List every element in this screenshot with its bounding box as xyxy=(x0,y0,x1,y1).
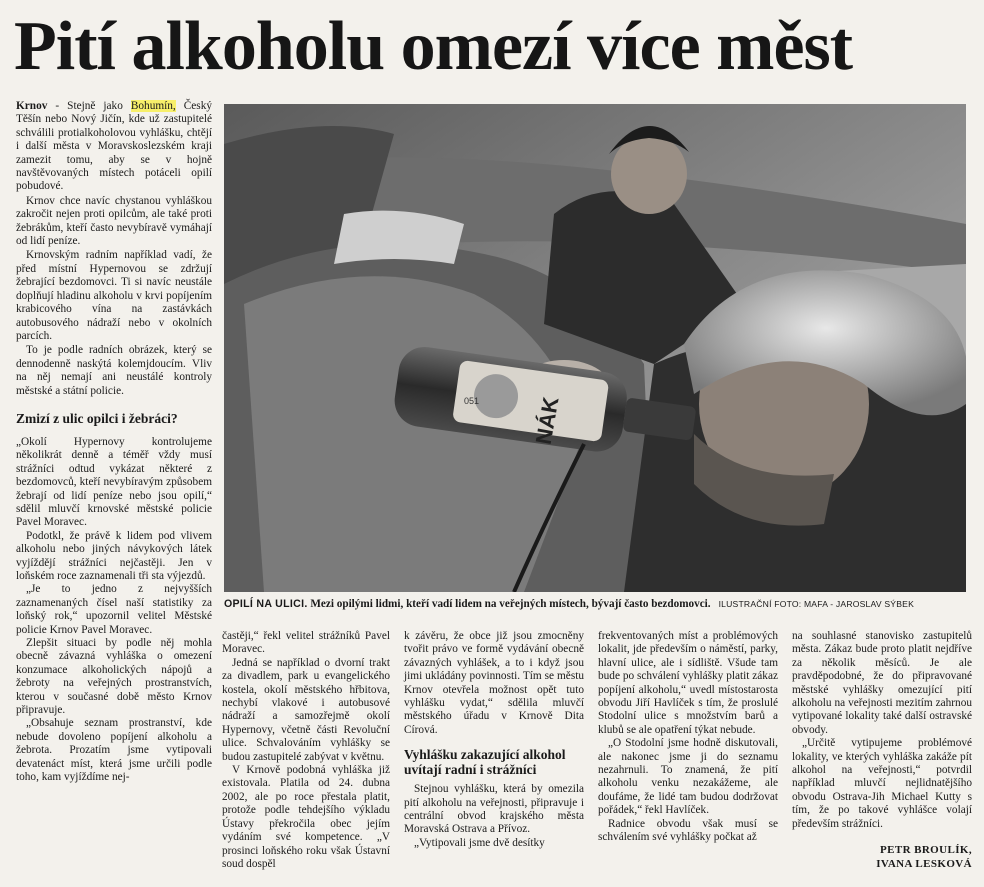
paragraph: frekventovaných míst a problémových lokalit, jde především o náměstí, parky, hlavní ulice, ale i sídliště. Všude tam bude po schválení vyhlášky platit zákaz popíjení alkoholu,“ uvedl místostarosta obvodu Jiří Havlíček s tím, že proslulé Stodolní ulice s množstvím barů a klubů se ale opatření týkat nebude. xyxy=(598,630,778,736)
paragraph: „O Stodolní jsme hodně diskutovali, ale nakonec jsme ji do seznamu nezahrnuli. To znamená, že pití alkoholu venku nezakážeme, ale doufáme, že lidé tam budou dodržovat pořádek,“ řekl Havlíček. xyxy=(598,737,778,817)
article-column-5 xyxy=(792,630,972,831)
paragraph: Radnice obvodu však musí se schválením své vyhlášky počkat až xyxy=(598,817,778,844)
subheading: Zmizí z ulic opilci i žebráci? xyxy=(16,410,178,426)
article-headline: Pití alkoholu omezí více měst xyxy=(14,8,853,85)
byline-author: PETR BROULÍK, xyxy=(880,844,972,856)
photo-illustration xyxy=(224,104,966,592)
paragraph: na souhlasné stanovisko zastupitelů města. Zákaz bude proto platit nejdříve za několik měsíců. Je ale pravděpodobné, že do připravované městské vyhlášky omezující pití alkoholu na veřejnosti mezitím zahrnou vytipované lokality také další ostravské obvody. xyxy=(792,630,972,736)
article-column-2 xyxy=(222,630,390,871)
paragraph: Zlepšit situaci by podle něj mohla obecně závazná vyhláška o omezení konzumace alkoholických nápojů a žebroty na veřejných prostranstvích, kterou v současné době město Krnov připravuje. xyxy=(16,637,212,717)
article-column-1 xyxy=(16,100,212,785)
caption-lead: OPILÍ NA ULICI. xyxy=(224,598,308,610)
paragraph-text: - Stejně jako xyxy=(47,100,131,112)
paragraph: „Okolí Hypernovy kontrolujeme několikrát denně a téměř vždy musí strážníci odtud vykázat některé z bezdomovců, kteří nevybíravým způsobem žebrají od lidí peníze nebo jsou opilí,“ sdělil mluvčí krnovské městské policie Pavel Moravec. xyxy=(16,435,212,529)
bottle-label: NÁK xyxy=(530,395,564,447)
paragraph: Podotkl, že právě k lidem pod vlivem alkoholu nebo jiných návykových látek vyjíždějí strážníci nejčastěji. Jen v loňském roce zaznamenali tři sta výjezdů. xyxy=(16,529,212,582)
paragraph: častěji,“ řekl velitel strážníků Pavel Moravec. xyxy=(222,630,390,656)
subheading: Vyhlášku zakazující alkohol uvítají radní i strážníci xyxy=(404,747,566,778)
paragraph: Jedná se například o dvorní trakt za divadlem, park u evangelického kostela, okolí městského hřbitova, nechybí vlakové i autobusové nádraží a samozřejmě okolí Hypernovy, včetně části Revoluční ulice. Schvalováním vyhlášky se budou zastupitelé zabývat v květnu. xyxy=(222,656,390,763)
article-column-4 xyxy=(598,630,778,845)
paragraph: Krnov chce navíc chystanou vyhláškou zakročit nejen proti opilcům, ale také proti žebrákům, kteří často nevybíravě vymáhají od lidí peníze. xyxy=(16,194,212,248)
article-photo xyxy=(224,104,966,592)
paragraph: „Určitě vytipujeme problémové lokality, ve kterých vyhláška zakáže pít alkohol na veřejnosti,“ potvrdil například mluvčí nejlidnatějšího obvodu Ostrava-Jih Michael Kutty s tím, že po takové vyhlášce volají především strážníci. xyxy=(792,737,972,830)
paragraph xyxy=(16,100,212,194)
highlighted-text: Bohumín, xyxy=(130,100,176,112)
article-column-3 xyxy=(404,630,584,850)
paragraph: k závěru, že obce již jsou zmocněny tvořit právo ve formě vydávání obecně závazných vyhlášek, a to i když jsou jimi ukládány povinnosti. Tím se městu Krnov otevřela možnost opět tuto vyhlášku vydat,“ sdělila mluvčí městského úřadu v Krnově Dita Círová. xyxy=(404,630,584,736)
caption-text: Mezi opilými lidmi, kteří vadí lidem na veřejných místech, bývají často bezdomovci. xyxy=(307,598,711,610)
photo-caption xyxy=(224,597,976,611)
paragraph: Stejnou vyhlášku, která by omezila pití alkoholu na veřejnosti, připravuje i centrální obvod krajského města Moravská Ostrava a Přívoz. xyxy=(404,783,584,836)
photo-credit: ILUSTRAČNÍ FOTO: MAFA - JAROSLAV SÝBEK xyxy=(718,599,915,609)
paragraph: To je podle radních obrázek, který se dennodenně naskýtá kolemjdoucím. Vliv na něj nemají ani neustálé kontroly městské a státní policie. xyxy=(16,344,212,397)
paragraph: Krnovským radním například vadí, že před místní Hypernovou se zdržují žebrající bezdomovci. Ti si navíc neustále doplňují hladinu alkoholu v krvi popíjením krabicového vína na zastávkách autobusového nádraží nebo v okolních parcích. xyxy=(16,249,212,342)
paragraph: „Je to jedno z nejvyšších zaznamenaných čísel naší statistiky za loňský rok,“ upozornil velitel Městské policie Krnov Pavel Moravec. xyxy=(16,583,212,636)
article-byline xyxy=(822,843,972,871)
paragraph: „Vytipovali jsme dvě desítky xyxy=(414,836,545,849)
paragraph-text: Český Těšín nebo Nový Jičín, kde už zastupitelé schválili protialkoholovou vyhlášku, chtějí i další města v Moravskoslezském kraji zamezit tomu, aby se v hojně navštěvovaných místech potáceli opilí pobudové. xyxy=(16,100,212,193)
byline-author: IVANA LESKOVÁ xyxy=(876,858,972,870)
dateline-city: Krnov xyxy=(16,100,48,112)
bottle-tag: 051 xyxy=(464,396,480,406)
paragraph: V Krnově podobná vyhláška již existovala. Platila od 24. dubna 2002, ale po roce přestala platit, protože podle tehdejšího výkladu Ústavy překročila obec jejím vydáním své kompetence. „V prosinci loňského roku však Ústavní soud dospěl xyxy=(222,764,390,870)
paragraph: „Obsahuje seznam prostranství, kde nebude dovoleno popíjení alkoholu a žebrota. Prozatím jsme vytipovali devatenáct míst, která jsme určili podle toho, kam vyjíždíme nej- xyxy=(16,717,212,784)
